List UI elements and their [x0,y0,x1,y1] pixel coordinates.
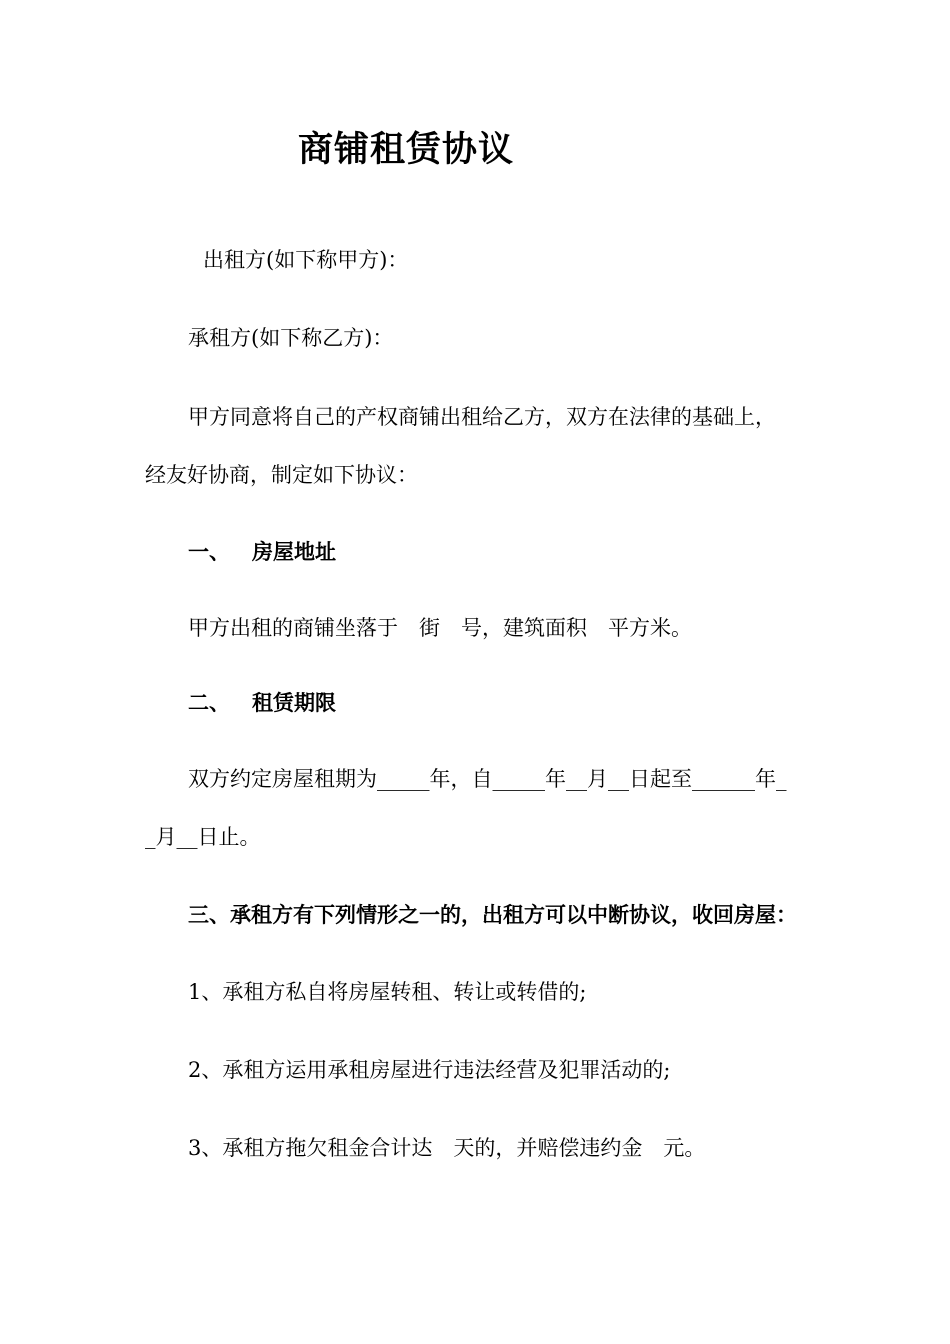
section-1-title: 房屋地址 [252,539,336,564]
section-2-heading [188,688,336,718]
section-3-item-3: 3、承租方拖欠租金合计达 天的，并赔偿违约金 元。 [188,1136,706,1160]
section-1-body: 甲方出租的商铺坐落于 街 号，建筑面积 平方米。 [188,616,692,640]
section-1-number: 一、 [188,539,230,564]
section-3-item-1: 1、承租方私自将房屋转租、转让或转借的; [188,980,587,1004]
section-2-number: 二、 [188,690,230,715]
lessee-line: 承租方(如下称乙方)： [188,326,394,350]
section-3-item-2: 2、承租方运用承租房屋进行违法经营及犯罪活动的; [188,1058,671,1082]
section-1-heading [188,537,336,567]
section-2-title: 租赁期限 [252,690,336,715]
intro-paragraph-line-1: 甲方同意将自己的产权商铺出租给乙方，双方在法律的基础上， [188,405,776,429]
section-2-body-line-1: 双方约定房屋租期为_____年，自_____年__月__日起至______年_ [188,767,787,791]
document-title: 商铺租赁协议 [298,129,515,170]
intro-paragraph-line-2: 经友好协商，制定如下协议： [145,463,418,487]
lessor-line: 出租方(如下称甲方)： [203,248,409,272]
section-2-body-line-2: _月__日止。 [145,825,261,849]
section-3-heading: 三、承租方有下列情形之一的，出租方可以中断协议，收回房屋： [188,902,797,927]
